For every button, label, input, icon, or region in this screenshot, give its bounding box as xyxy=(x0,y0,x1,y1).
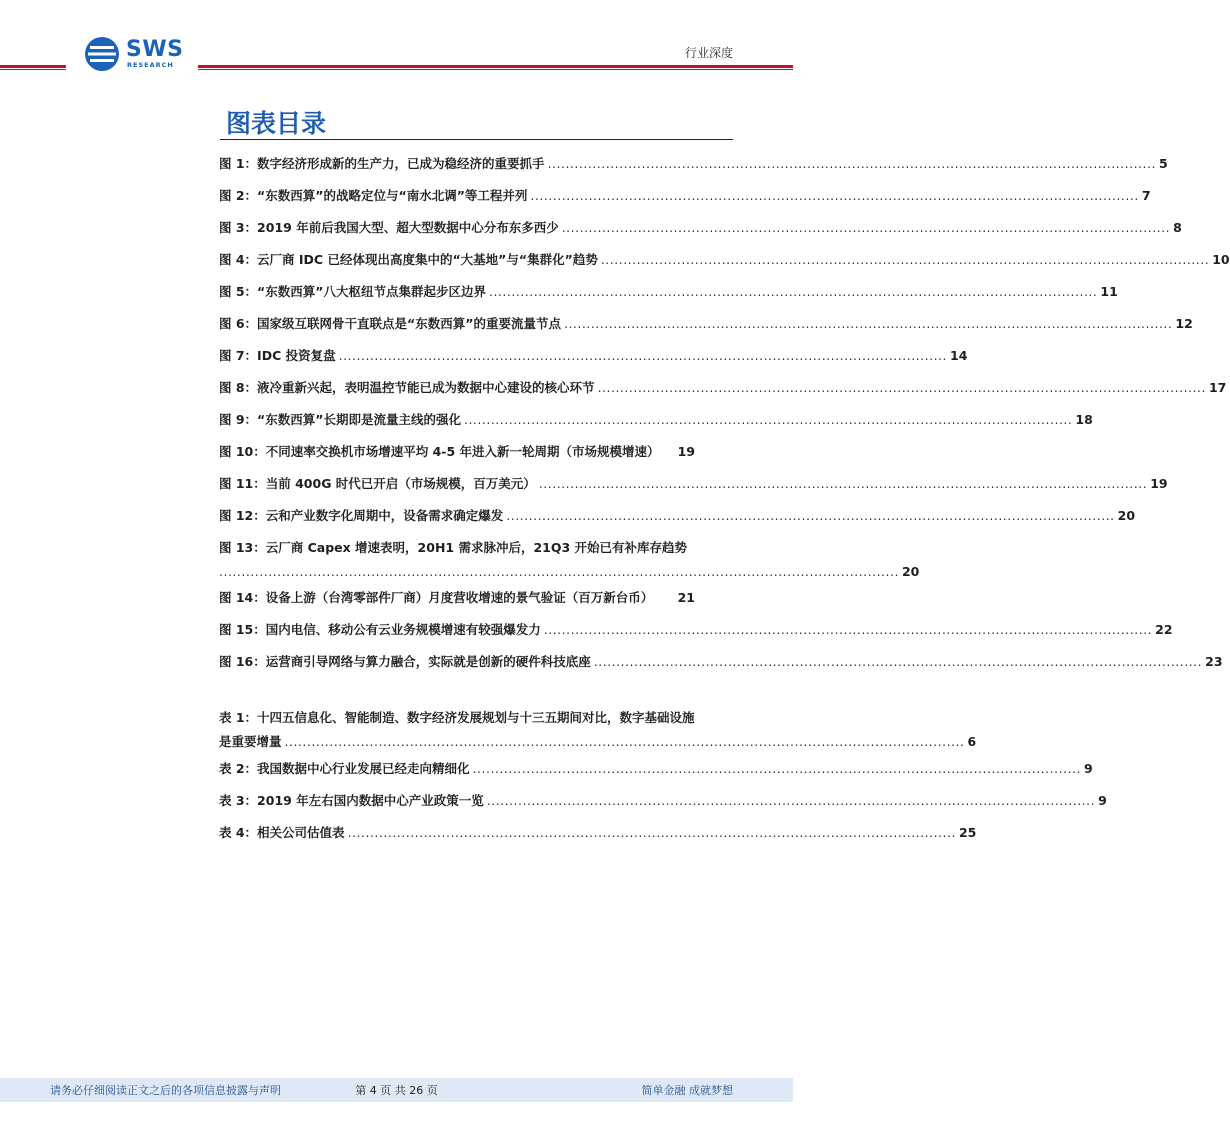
toc-entry-label: 图 14：设备上游（台湾零部件厂商）月度营收增速的景气验证（百万新台币） xyxy=(219,590,654,605)
toc-entry-label: 图 3：2019 年前后我国大型、超大型数据中心分布东多西少 xyxy=(219,220,559,235)
toc-entry-page: 25 xyxy=(958,825,977,840)
toc-entry-label: 图 11：当前 400G 时代已开启（市场规模，百万美元） xyxy=(219,476,536,491)
toc-entry-label: 表 3：2019 年左右国内数据中心产业政策一览 xyxy=(219,793,484,808)
toc-entry-page: 12 xyxy=(1175,316,1193,331)
toc-entry-table-1[interactable]: 表 1：十四五信息化、智能制造、数字经济发展规划与十三五期间对比，数字基础设施 是重要增量 ........................................................................................................................................................ 6 xyxy=(219,706,695,754)
toc-entry-label: 图 16：运营商引导网络与算力融合，实际就是创新的硬件科技底座 xyxy=(219,654,591,669)
toc-entry-label: 图 7：IDC 投资复盘 xyxy=(219,348,336,363)
toc-entry-page: 9 xyxy=(1098,793,1107,808)
toc-entry-page: 11 xyxy=(1100,284,1118,299)
toc-entry-figure-13[interactable]: 图 13：云厂商 Capex 增速表明，20H1 需求脉冲后，21Q3 开始已有补库存趋势 ........................................................................................................................................................ 20 xyxy=(219,536,695,584)
header-rule-left xyxy=(0,65,66,68)
toc-entry-label: 图 13：云厂商 Capex 增速表明，20H1 需求脉冲后，21Q3 开始已有补库存趋势 xyxy=(219,540,688,555)
toc-entry-figure-9[interactable]: 图 9：“东数西算”长期即是流量主线的强化 ........................................................................................................................................ 18 xyxy=(219,408,695,432)
toc-entry-figure-3[interactable]: 图 3：2019 年前后我国大型、超大型数据中心分布东多西少 ........................................................................................................................................ 8 xyxy=(219,216,695,240)
toc-entry-figure-16[interactable]: 图 16：运营商引导网络与算力融合，实际就是创新的硬件科技底座 ........................................................................................................................................ 23 xyxy=(219,650,695,674)
page-number: 第 4 页 共 26 页 xyxy=(355,1084,438,1097)
logo-subtext: RESEARCH xyxy=(127,61,174,69)
toc-entry-page: 7 xyxy=(1141,188,1151,203)
footer-disclaimer: 请务必仔细阅读正文之后的各项信息披露与声明 xyxy=(50,1084,281,1097)
header-rule-left-thin xyxy=(0,69,66,70)
toc-entry-figure-2[interactable]: 图 2：“东数西算”的战略定位与“南水北调”等工程并列 ........................................................................................................................................ 7 xyxy=(219,184,695,208)
toc-entry-page: 9 xyxy=(1083,761,1093,776)
logo-text: SWS xyxy=(126,37,184,62)
toc-entry-page: 14 xyxy=(950,348,968,363)
toc-entry-label: 图 6：国家级互联网骨干直联点是“东数西算”的重要流量节点 xyxy=(219,316,561,331)
header-rule-right-thin xyxy=(198,69,793,70)
page-title: 图表目录 xyxy=(226,109,327,138)
toc-entry-page: 22 xyxy=(1155,622,1173,637)
toc-entry-page: 6 xyxy=(967,734,977,749)
toc-entry-label: 图 8：液冷重新兴起，表明温控节能已成为数据中心建设的核心环节 xyxy=(219,380,595,395)
toc-entry-label: 是重要增量 xyxy=(219,734,282,749)
toc-entry-figure-6[interactable]: 图 6：国家级互联网骨干直联点是“东数西算”的重要流量节点 ........................................................................................................................................ 12 xyxy=(219,312,695,336)
toc-entry-table-3[interactable]: 表 3：2019 年左右国内数据中心产业政策一览 ........................................................................................................................................ 9 xyxy=(219,789,695,813)
toc-entry-label: 图 10：不同速率交换机市场增速平均 4-5 年进入新一轮周期（市场规模增速） xyxy=(219,444,660,459)
toc-entry-page: 8 xyxy=(1173,220,1182,235)
toc-entry-table-4[interactable]: 表 4：相关公司估值表 ........................................................................................................................................ 25 xyxy=(219,821,695,845)
toc-entry-page: 21 xyxy=(677,590,695,605)
toc-entry-label: 图 12：云和产业数字化周期中，设备需求确定爆发 xyxy=(219,508,504,523)
toc-entry-figure-1[interactable]: 图 1：数字经济形成新的生产力，已成为稳经济的重要抓手 ........................................................................................................................................ 5 xyxy=(219,152,695,176)
report-category: 行业深度 xyxy=(684,46,733,60)
toc-entry-figure-11[interactable]: 图 11：当前 400G 时代已开启（市场规模，百万美元） ........................................................................................................................................ 19 xyxy=(219,472,695,496)
toc-entry-page: 20 xyxy=(901,564,920,579)
toc-entry-page: 5 xyxy=(1158,156,1168,171)
toc-entry-figure-5[interactable]: 图 5：“东数西算”八大枢纽节点集群起步区边界 ........................................................................................................................................ 11 xyxy=(219,280,695,304)
toc-entry-page: 19 xyxy=(1150,476,1168,491)
toc-entry-page: 23 xyxy=(1205,654,1223,669)
toc-entry-label: 图 9：“东数西算”长期即是流量主线的强化 xyxy=(219,412,461,427)
toc-entry-table-2[interactable]: 表 2：我国数据中心行业发展已经走向精细化 ........................................................................................................................................ 9 xyxy=(219,757,695,781)
toc-entry-figure-12[interactable]: 图 12：云和产业数字化周期中，设备需求确定爆发 ........................................................................................................................................ 20 xyxy=(219,504,695,528)
company-logo xyxy=(84,36,194,72)
toc-entry-figure-14[interactable] xyxy=(219,586,695,610)
toc-entry-page: 17 xyxy=(1208,380,1227,395)
toc-entry-figure-10[interactable] xyxy=(219,440,695,464)
sws-logo-icon xyxy=(84,36,120,72)
toc-entry-figure-7[interactable]: 图 7：IDC 投资复盘 ........................................................................................................................................ 14 xyxy=(219,344,695,368)
toc-entry-label: 表 2：我国数据中心行业发展已经走向精细化 xyxy=(219,761,470,776)
toc-entry-figure-4[interactable]: 图 4：云厂商 IDC 已经体现出高度集中的“大基地”与“集群化”趋势 ........................................................................................................................................ 10 xyxy=(219,248,695,272)
toc-entry-label: 图 1：数字经济形成新的生产力，已成为稳经济的重要抓手 xyxy=(219,156,545,171)
toc-entry-page: 20 xyxy=(1117,508,1136,523)
toc-entry-label: 表 4：相关公司估值表 xyxy=(219,825,345,840)
header-rule-right xyxy=(198,65,793,68)
toc-entry-figure-15[interactable]: 图 15：国内电信、移动公有云业务规模增速有较强爆发力 ........................................................................................................................................ 22 xyxy=(219,618,695,642)
footer-slogan: 简单金融 成就梦想 xyxy=(641,1084,733,1097)
toc-entry-label: 图 5：“东数西算”八大枢纽节点集群起步区边界 xyxy=(219,284,486,299)
toc-entry-label-line1: 表 1：十四五信息化、智能制造、数字经济发展规划与十三五期间对比，数字基础设施 xyxy=(219,710,695,725)
toc-entry-page: 19 xyxy=(677,444,695,459)
toc-entry-label: 图 4：云厂商 IDC 已经体现出高度集中的“大基地”与“集群化”趋势 xyxy=(219,252,598,267)
toc-entry-page: 10 xyxy=(1212,252,1230,267)
toc-entry-page: 18 xyxy=(1075,412,1093,427)
toc-entry-label: 图 2：“东数西算”的战略定位与“南水北调”等工程并列 xyxy=(219,188,528,203)
toc-entry-label: 图 15：国内电信、移动公有云业务规模增速有较强爆发力 xyxy=(219,622,541,637)
toc-entry-figure-8[interactable]: 图 8：液冷重新兴起，表明温控节能已成为数据中心建设的核心环节 ........................................................................................................................................ 17 xyxy=(219,376,695,400)
title-divider xyxy=(220,139,733,140)
